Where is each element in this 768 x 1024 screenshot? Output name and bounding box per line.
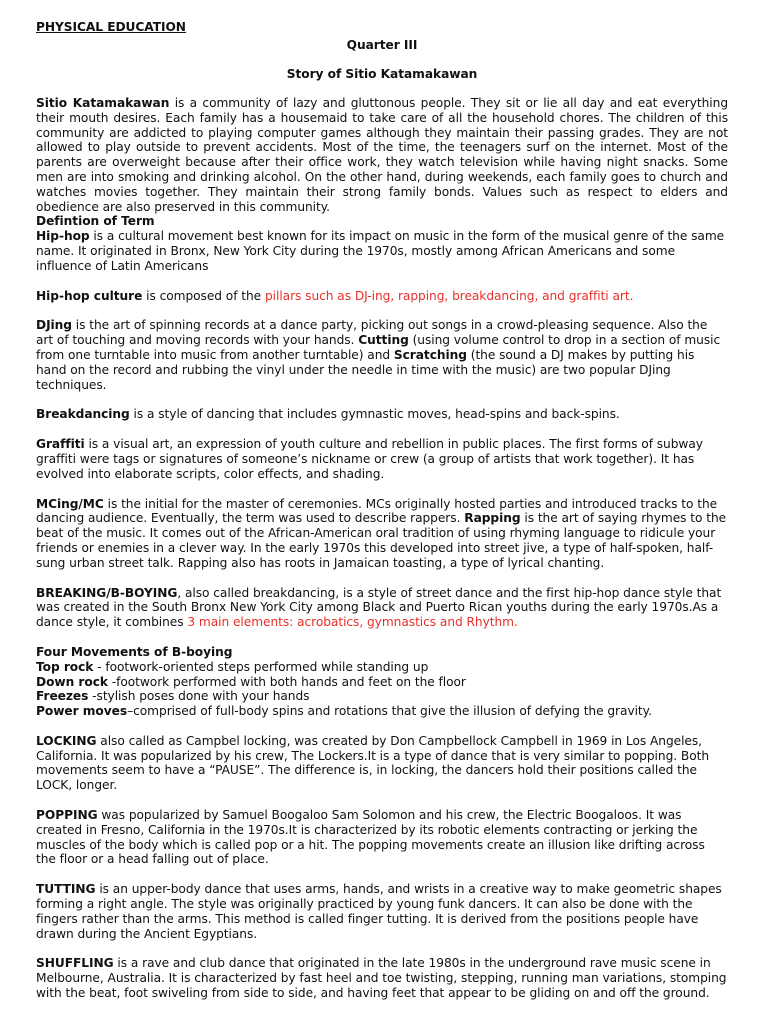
spacer	[36, 630, 728, 645]
popping-term: POPPING	[36, 808, 98, 823]
definition-heading-text: Defintion of Term	[36, 214, 155, 229]
djing-text-3: (the sound a DJ makes by putting his hand on the record and rubbing the vinyl under the needle in time with the music) are two popular DJing techniques.	[36, 347, 695, 392]
spacer	[36, 941, 728, 956]
spacer	[36, 793, 728, 808]
locking-paragraph	[36, 734, 728, 793]
hiphop-culture-paragraph	[36, 289, 728, 304]
movement-text: -stylish poses done with your hands	[88, 689, 310, 704]
spacer	[36, 867, 728, 882]
breakdancing-paragraph	[36, 407, 728, 422]
breaking-elements: 3 main elements: acrobatics, gymnastics and Rhythm.	[187, 615, 518, 630]
shuffling-term: SHUFFLING	[36, 956, 114, 971]
movement-term: Power moves	[36, 704, 128, 719]
movement-text: –comprised of full-body spins and rotations that give the illusion of defying the gravity.	[127, 704, 652, 719]
shuffling-text: is a rave and club dance that originated in the late 1980s in the underground rave music scene in Melbourne, Australia. It is characterized by fast heel and toe twisting, stepping, running man variations, stomping with the beat, foot swiveling from side to side, and having feet that appear to be gliding on and off the ground.	[36, 956, 727, 1001]
djing-text-2: (using volume control to drop in a section of music from one turntable into music from another turntable) and	[36, 333, 721, 362]
movement-item	[36, 689, 728, 704]
shuffling-paragraph	[36, 956, 728, 1000]
breaking-text: , also called breakdancing, is a style of street dance and the first hip-hop dance style that was created in the South Bronx New York City among Black and Puerto Rican youths during the early 1970s.As a dance style, it combines	[36, 585, 722, 630]
spacer	[36, 422, 728, 437]
definition-heading	[36, 214, 728, 229]
movement-term: Top rock	[36, 659, 94, 674]
subject-heading: PHYSICAL EDUCATION	[36, 20, 186, 34]
movement-term: Freezes	[36, 689, 89, 704]
intro-text: is a community of lazy and gluttonous people. They sit or lie all day and eat everything their mouth desires. Each family has a housemaid to take care of all the household chores. The children of this community are addicted to playing computer games although they maintain their passing grades. They are not allowed to play outside to prevent accidents. Most of the time, the teenagers surf on the internet. Most of the parents are overweight because after their office work, they watch television while having night snacks. Some men are into smoking and drinking alcohol. On the other hand, during weekends, each family goes to church and watches movies together. They maintain their strong family bonds. Values such as respect to elders and obedience are also preserved in this community.	[36, 96, 729, 214]
spacer	[36, 719, 728, 734]
breaking-term: BREAKING/B-BOYING	[36, 585, 178, 600]
movement-item	[36, 660, 728, 675]
popping-text: was popularized by Samuel Boogaloo Sam Solomon and his crew, the Electric Boogaloos. It was created in Fresno, California in the 1970s.It is characterized by its robotic elements contracting or jerking the muscles of the body which is called pop or a hit. The popping movements create an illusion like drifting across the floor or a head falling out of place.	[36, 808, 705, 867]
graffiti-term: Graffiti	[36, 437, 85, 452]
popping-paragraph	[36, 808, 728, 867]
breakdancing-term: Breakdancing	[36, 407, 130, 422]
hiphop-paragraph	[36, 229, 728, 273]
movement-text: - footwork-oriented steps performed while standing up	[93, 659, 429, 674]
djing-paragraph	[36, 318, 728, 392]
hiphop-text: is a cultural movement best known for its impact on music in the form of the musical genre of the same name. It originated in Bronx, New York City during the 1970s, mostly among African Americans and some influence of Latin Americans	[36, 229, 725, 273]
spacer	[36, 274, 728, 289]
mcing-text-1: is the initial for the master of ceremonies. MCs originally hosted parties and introduced tracks to the dancing audience. Eventually, the term was used to describe rappers.	[36, 496, 718, 526]
document-page	[36, 20, 728, 1001]
tutting-term: TUTTING	[36, 882, 96, 897]
breaking-paragraph	[36, 586, 728, 630]
movement-item	[36, 704, 728, 719]
hiphop-culture-text: is composed of the	[142, 288, 265, 303]
spacer	[36, 482, 728, 497]
djing-text-1: is the art of spinning records at a dance party, picking out songs in a crowd-pleasing sequence. Also the art of touching and moving records with your hands.	[36, 318, 708, 348]
graffiti-paragraph	[36, 437, 728, 481]
movements-heading-text: Four Movements of B-boying	[36, 644, 233, 659]
spacer	[36, 571, 728, 586]
locking-term: LOCKING	[36, 733, 97, 748]
mcing-paragraph	[36, 497, 728, 571]
rapping-term: Rapping	[464, 511, 521, 526]
intro-paragraph	[36, 96, 728, 214]
tutting-text: is an upper-body dance that uses arms, hands, and wrists in a creative way to make geometric shapes forming a right angle. The style was originally practiced by young funk dancers. It can also be done with the fingers rather than the arms. This method is called finger tutting. It is derived from the positions people have drawn during the Ancient Egyptians.	[36, 882, 722, 941]
movement-item	[36, 675, 728, 690]
hiphop-culture-term: Hip-hop culture	[36, 288, 143, 303]
tutting-paragraph	[36, 882, 728, 941]
mcing-text-2: is the art of saying rhymes to the beat of the music. It comes out of the African-American oral tradition of using rhyming language to ridicule your friends or enemies in a clever way. In the early 1970s this developed into street jive, a type of half-spoken, half-sung urban street talk. Rapping also has roots in Jamaican toasting, a type of lyrical chanting.	[36, 511, 727, 570]
spacer	[36, 303, 728, 318]
quarter-title: Quarter III	[346, 38, 418, 52]
movement-text: -footwork performed with both hands and feet on the floor	[107, 674, 466, 689]
hiphop-culture-pillars: pillars such as DJ-ing, rapping, breakdancing, and graffiti art.	[264, 288, 634, 303]
scratching-term: Scratching	[393, 347, 467, 362]
spacer	[36, 392, 728, 407]
breakdancing-text: is a style of dancing that includes gymnastic moves, head-spins and back-spins.	[129, 407, 620, 422]
mcing-term: MCing/MC	[36, 496, 104, 511]
movement-term: Down rock	[36, 674, 108, 689]
cutting-term: Cutting	[358, 333, 409, 348]
movements-heading	[36, 645, 728, 660]
djing-term: DJing	[36, 318, 72, 333]
graffiti-text: is a visual art, an expression of youth culture and rebellion in public places. The first forms of subway graffiti were tags or signatures of someone’s nickname or crew (a group of artists that work together). It has evolved into elaborate scripts, color effects, and shading.	[36, 437, 703, 481]
locking-text: also called as Campbel locking, was created by Don Campbellock Campbell in 1969 in Los Angeles, California. It was popularized by his crew, The Lockers.It is a type of dance that is very similar to popping. Both movements seem to have a “PAUSE”. The difference is, in locking, the dancers hold their positions called the LOCK, longer.	[36, 733, 710, 793]
story-title: Story of Sitio Katamakawan	[286, 67, 478, 81]
hiphop-term: Hip-hop	[36, 229, 90, 244]
intro-term: Sitio Katamakawan	[36, 96, 170, 110]
